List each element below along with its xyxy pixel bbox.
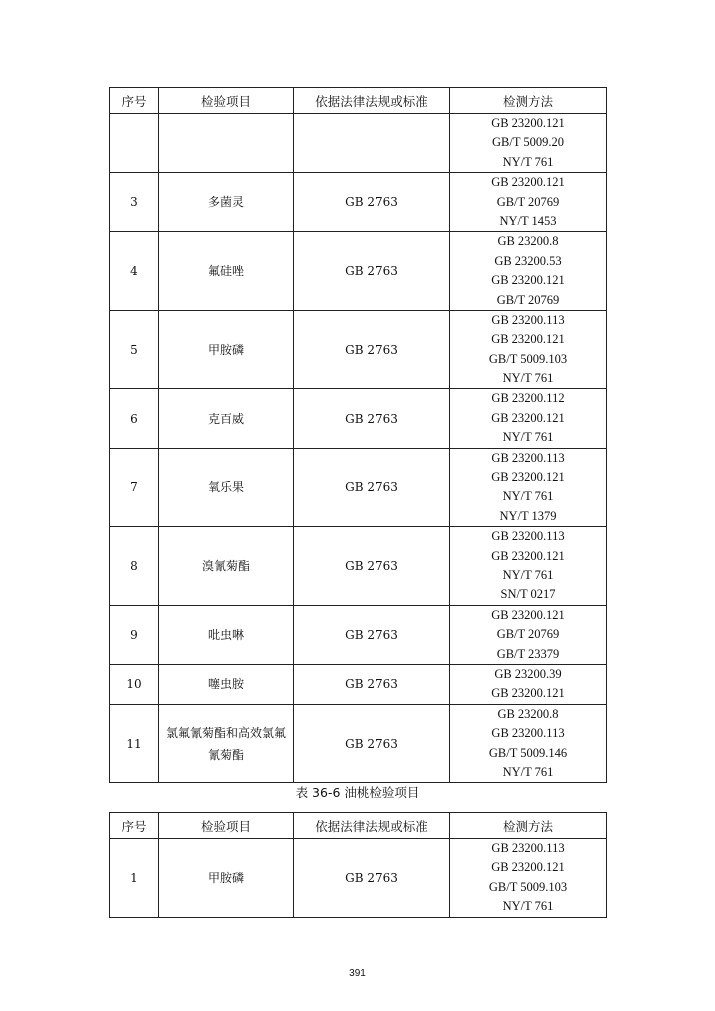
no-cell: 1 bbox=[110, 839, 159, 918]
item-cell: 溴氰菊酯 bbox=[159, 527, 294, 606]
method-entry: GB/T 23379 bbox=[496, 646, 560, 661]
method-entry: GB 23200.121 bbox=[491, 175, 565, 190]
table-header-row bbox=[110, 813, 607, 839]
method-entry: GB 23200.121 bbox=[491, 607, 565, 622]
header-item: 检验项目 bbox=[159, 88, 294, 114]
basis-cell: GB 2763 bbox=[294, 232, 450, 311]
item-cell: 噻虫胺 bbox=[159, 664, 294, 704]
basis-cell: GB 2763 bbox=[294, 448, 450, 527]
method-cell bbox=[450, 839, 607, 918]
header-basis: 依据法律法规或标准 bbox=[294, 88, 450, 114]
item-cell: 氟硅唑 bbox=[159, 232, 294, 311]
table-row bbox=[110, 527, 607, 606]
table-header-row bbox=[110, 88, 607, 114]
item-cell: 氧乐果 bbox=[159, 448, 294, 527]
table-row bbox=[110, 664, 607, 704]
basis-cell bbox=[294, 114, 450, 173]
method-entry: GB 23200.121 bbox=[491, 470, 565, 485]
item-cell: 多菌灵 bbox=[159, 173, 294, 232]
method-entry: GB/T 20769 bbox=[496, 194, 560, 209]
method-entry: GB 23200.113 bbox=[491, 450, 565, 465]
table-row bbox=[110, 173, 607, 232]
table-body bbox=[110, 114, 607, 783]
method-entry: GB/T 5009.146 bbox=[488, 745, 568, 760]
method-entry: GB 23200.121 bbox=[491, 686, 565, 701]
method-entry: NY/T 761 bbox=[502, 764, 554, 779]
no-cell: 7 bbox=[110, 448, 159, 527]
page-number: 391 bbox=[349, 968, 366, 979]
method-entry: GB 23200.8 bbox=[497, 706, 559, 721]
method-cell bbox=[450, 232, 607, 311]
table-row bbox=[110, 114, 607, 173]
basis-cell: GB 2763 bbox=[294, 839, 450, 918]
no-cell: 10 bbox=[110, 664, 159, 704]
header-no: 序号 bbox=[110, 88, 159, 114]
method-entry: GB 23200.53 bbox=[494, 253, 562, 268]
method-entry: GB 23200.113 bbox=[491, 529, 565, 544]
nectarine-inspection-table bbox=[109, 812, 607, 918]
method-entry: GB 23200.121 bbox=[491, 860, 565, 875]
inspection-table-continued bbox=[109, 87, 607, 783]
method-cell bbox=[450, 389, 607, 448]
method-cell bbox=[450, 527, 607, 606]
method-entry: GB/T 5009.103 bbox=[488, 879, 568, 894]
no-cell: 6 bbox=[110, 389, 159, 448]
method-entry: NY/T 761 bbox=[502, 899, 554, 914]
method-cell bbox=[450, 173, 607, 232]
method-entry: NY/T 761 bbox=[502, 489, 554, 504]
method-entry: GB 23200.113 bbox=[491, 312, 565, 327]
table-row bbox=[110, 232, 607, 311]
method-entry: GB 23200.8 bbox=[497, 234, 559, 249]
basis-cell: GB 2763 bbox=[294, 389, 450, 448]
method-entry: GB 23200.121 bbox=[491, 548, 565, 563]
method-entry: NY/T 761 bbox=[502, 567, 554, 582]
method-entry: GB/T 20769 bbox=[496, 292, 560, 307]
basis-cell: GB 2763 bbox=[294, 605, 450, 664]
method-entry: GB 23200.121 bbox=[491, 410, 565, 425]
method-entry: GB 23200.121 bbox=[491, 273, 565, 288]
no-cell bbox=[110, 114, 159, 173]
method-cell bbox=[450, 114, 607, 173]
item-cell: 甲胺磷 bbox=[159, 310, 294, 389]
no-cell: 11 bbox=[110, 704, 159, 783]
table-row bbox=[110, 310, 607, 389]
table-body bbox=[110, 839, 607, 918]
method-entry: GB 23200.121 bbox=[491, 332, 565, 347]
item-cell bbox=[159, 114, 294, 173]
method-entry: NY/T 1453 bbox=[499, 213, 557, 228]
header-method: 检测方法 bbox=[450, 88, 607, 114]
basis-cell: GB 2763 bbox=[294, 173, 450, 232]
table-row bbox=[110, 389, 607, 448]
header-item: 检验项目 bbox=[159, 813, 294, 839]
method-entry: GB 23200.121 bbox=[491, 116, 565, 130]
basis-cell: GB 2763 bbox=[294, 310, 450, 389]
method-entry: NY/T 761 bbox=[502, 430, 554, 445]
no-cell: 5 bbox=[110, 310, 159, 389]
method-entry: GB 23200.39 bbox=[494, 666, 562, 681]
method-entry: GB 23200.112 bbox=[491, 391, 565, 406]
method-cell bbox=[450, 664, 607, 704]
method-entry: SN/T 0217 bbox=[500, 587, 556, 602]
table-row bbox=[110, 605, 607, 664]
table-row bbox=[110, 704, 607, 783]
header-basis: 依据法律法规或标准 bbox=[294, 813, 450, 839]
basis-cell: GB 2763 bbox=[294, 527, 450, 606]
method-entry: GB/T 5009.20 bbox=[492, 135, 564, 150]
method-entry: NY/T 1379 bbox=[499, 508, 557, 523]
method-entry: NY/T 761 bbox=[502, 371, 554, 386]
no-cell: 3 bbox=[110, 173, 159, 232]
method-cell bbox=[450, 704, 607, 783]
basis-cell: GB 2763 bbox=[294, 664, 450, 704]
item-cell: 克百威 bbox=[159, 389, 294, 448]
method-entry: GB/T 20769 bbox=[496, 627, 560, 642]
method-cell bbox=[450, 605, 607, 664]
method-entry: GB/T 5009.103 bbox=[488, 351, 568, 366]
basis-cell: GB 2763 bbox=[294, 704, 450, 783]
item-cell: 吡虫啉 bbox=[159, 605, 294, 664]
method-cell bbox=[450, 310, 607, 389]
item-cell: 甲胺磷 bbox=[159, 839, 294, 918]
no-cell: 4 bbox=[110, 232, 159, 311]
item-cell: 氯氟氰菊酯和高效氯氟氰菊酯 bbox=[159, 704, 294, 783]
method-entry: NY/T 761 bbox=[502, 154, 554, 169]
method-cell bbox=[450, 448, 607, 527]
table-row bbox=[110, 839, 607, 918]
table-caption: 表 36-6 油桃检验项目 bbox=[295, 785, 420, 800]
header-no: 序号 bbox=[110, 813, 159, 839]
table-row bbox=[110, 448, 607, 527]
method-entry: GB 23200.113 bbox=[491, 726, 565, 741]
header-method: 检测方法 bbox=[450, 813, 607, 839]
no-cell: 9 bbox=[110, 605, 159, 664]
method-entry: GB 23200.113 bbox=[491, 841, 565, 855]
no-cell: 8 bbox=[110, 527, 159, 606]
